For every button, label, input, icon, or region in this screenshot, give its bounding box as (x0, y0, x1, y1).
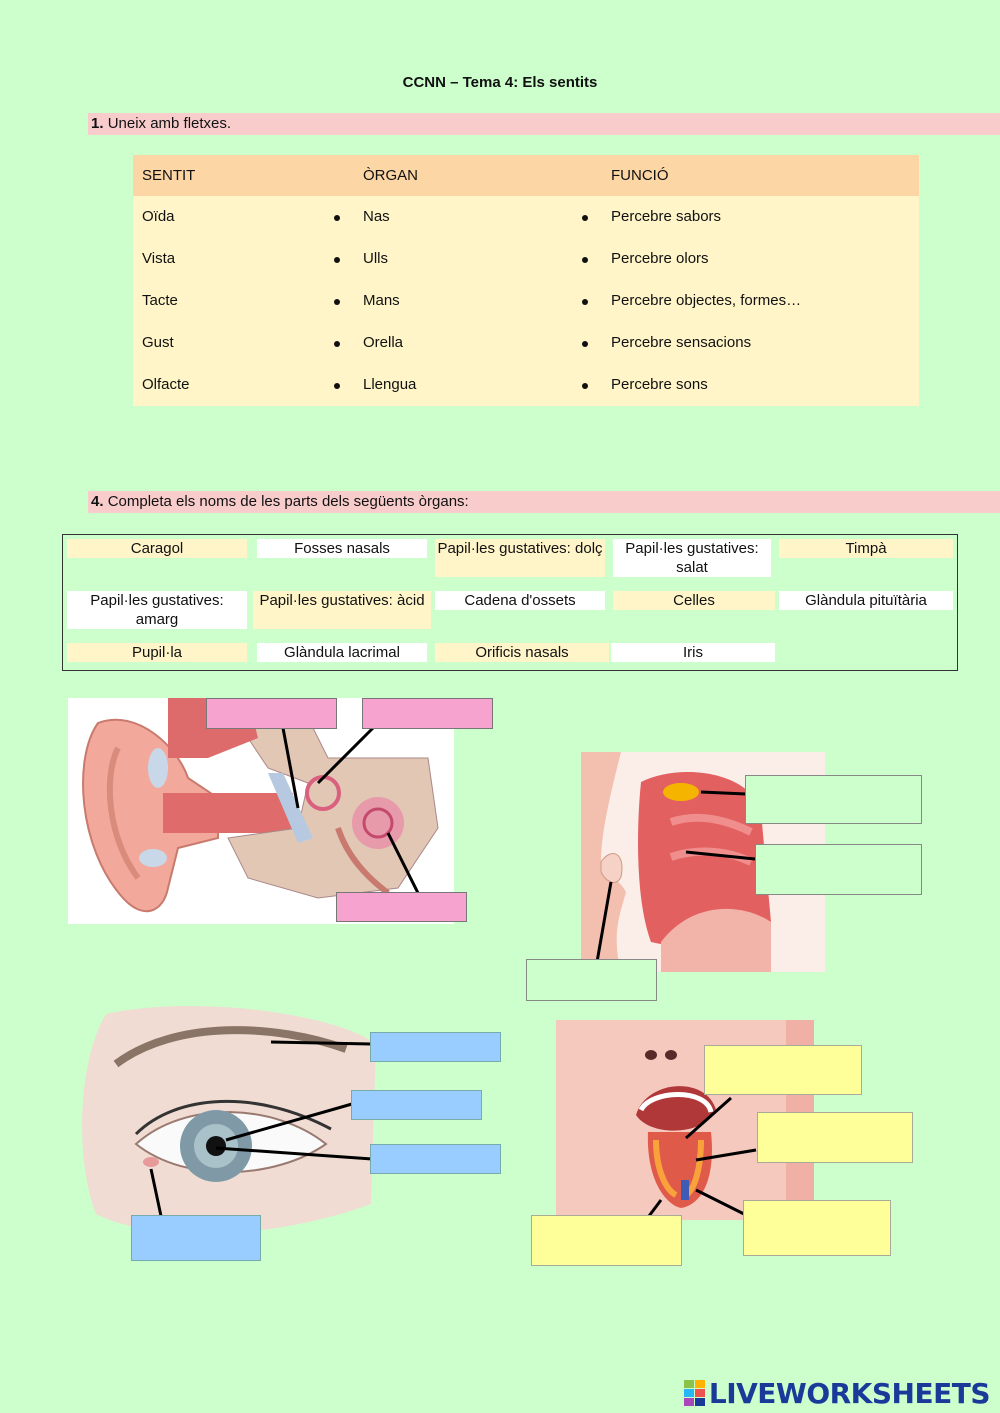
section-4-text: Completa els noms de les parts dels següents òrgans: (107, 493, 469, 510)
header-sentit: SENTIT (142, 167, 196, 184)
organ-match-dot[interactable] (334, 341, 340, 347)
section-4-instruction (88, 491, 1000, 513)
word-bank-item[interactable]: Papil·les gustatives: salat (613, 539, 771, 577)
word-bank-item[interactable]: Celles (613, 591, 775, 610)
nose-label-3-input[interactable] (526, 959, 657, 1001)
table-row (133, 322, 919, 364)
eye-illustration (76, 1004, 376, 1240)
liveworksheets-brand-text: LIVEWORKSHEETS (708, 1376, 990, 1410)
organ-match-dot[interactable] (334, 383, 340, 389)
liveworksheets-logo (684, 1376, 990, 1410)
organ-cell: Llengua (363, 376, 417, 393)
funcio-match-dot[interactable] (582, 299, 588, 305)
funcio-cell: Percebre objectes, formes… (611, 292, 802, 309)
section-1-text: Uneix amb fletxes. (107, 115, 232, 132)
ear-illustration (68, 698, 454, 924)
word-bank-item[interactable]: Iris (611, 643, 775, 662)
organ-cell: Orella (363, 334, 404, 351)
table-row (133, 364, 919, 406)
word-bank-item[interactable]: Orificis nasals (435, 643, 609, 662)
eye-label-3-input[interactable] (370, 1144, 501, 1174)
organ-cell: Mans (363, 292, 400, 309)
table-row (133, 238, 919, 280)
sentit-cell: Olfacte (142, 376, 190, 393)
organ-cell: Ulls (363, 250, 388, 267)
funcio-match-dot[interactable] (582, 215, 588, 221)
word-bank-item[interactable]: Fosses nasals (257, 539, 427, 558)
ear-label-1-input[interactable] (206, 698, 337, 729)
header-funcio: FUNCIÓ (611, 167, 669, 184)
sentit-cell: Tacte (142, 292, 178, 309)
word-bank-item[interactable]: Glàndula lacrimal (257, 643, 427, 662)
word-bank-item[interactable]: Caragol (67, 539, 247, 558)
organ-match-dot[interactable] (334, 257, 340, 263)
tongue-label-4-input[interactable] (531, 1215, 682, 1266)
word-bank-item[interactable]: Glàndula pituïtària (779, 591, 953, 610)
eye-label-1-input[interactable] (370, 1032, 501, 1062)
eye-label-4-input[interactable] (131, 1215, 261, 1261)
word-bank-item[interactable]: Pupil·la (67, 643, 247, 662)
word-bank (62, 534, 958, 671)
organ-match-dot[interactable] (334, 215, 340, 221)
section-1-number: 1. (91, 115, 104, 132)
organ-match-dot[interactable] (334, 299, 340, 305)
nose-label-1-input[interactable] (745, 775, 922, 824)
sentit-cell: Vista (142, 250, 176, 267)
eye-diagram-svg (76, 1004, 376, 1240)
table-row (133, 280, 919, 322)
matching-table-header (133, 155, 919, 196)
organ-cell: Nas (363, 208, 390, 225)
funcio-match-dot[interactable] (582, 257, 588, 263)
funcio-cell: Percebre olors (611, 250, 709, 267)
word-bank-item[interactable]: Papil·les gustatives: dolç (435, 539, 605, 577)
tongue-label-2-input[interactable] (757, 1112, 913, 1163)
page-title: CCNN – Tema 4: Els sentits (402, 74, 598, 91)
nose-label-2-input[interactable] (755, 844, 922, 895)
tongue-label-1-input[interactable] (704, 1045, 862, 1095)
eye-label-2-input[interactable] (351, 1090, 482, 1120)
funcio-cell: Percebre sensacions (611, 334, 752, 351)
section-1-instruction (88, 113, 1000, 135)
word-bank-item[interactable]: Papil·les gustatives: amarg (67, 591, 247, 629)
tongue-label-3-input[interactable] (743, 1200, 891, 1256)
funcio-cell: Percebre sons (611, 376, 708, 393)
funcio-match-dot[interactable] (582, 341, 588, 347)
sentit-cell: Gust (142, 334, 174, 351)
word-bank-item[interactable]: Timpà (779, 539, 953, 558)
word-bank-item[interactable]: Papil·les gustatives: àcid (253, 591, 431, 629)
funcio-match-dot[interactable] (582, 383, 588, 389)
section-4-number: 4. (91, 493, 104, 510)
ear-label-3-input[interactable] (336, 892, 467, 922)
ear-label-2-input[interactable] (362, 698, 493, 729)
liveworksheets-icon (684, 1380, 706, 1406)
header-organ: ÒRGAN (363, 167, 419, 184)
word-bank-item[interactable]: Cadena d'ossets (435, 591, 605, 610)
sentit-cell: Oïda (142, 208, 175, 225)
funcio-cell: Percebre sabors (611, 208, 722, 225)
matching-table (133, 155, 919, 406)
ear-diagram-svg (68, 698, 454, 924)
table-row (133, 196, 919, 238)
